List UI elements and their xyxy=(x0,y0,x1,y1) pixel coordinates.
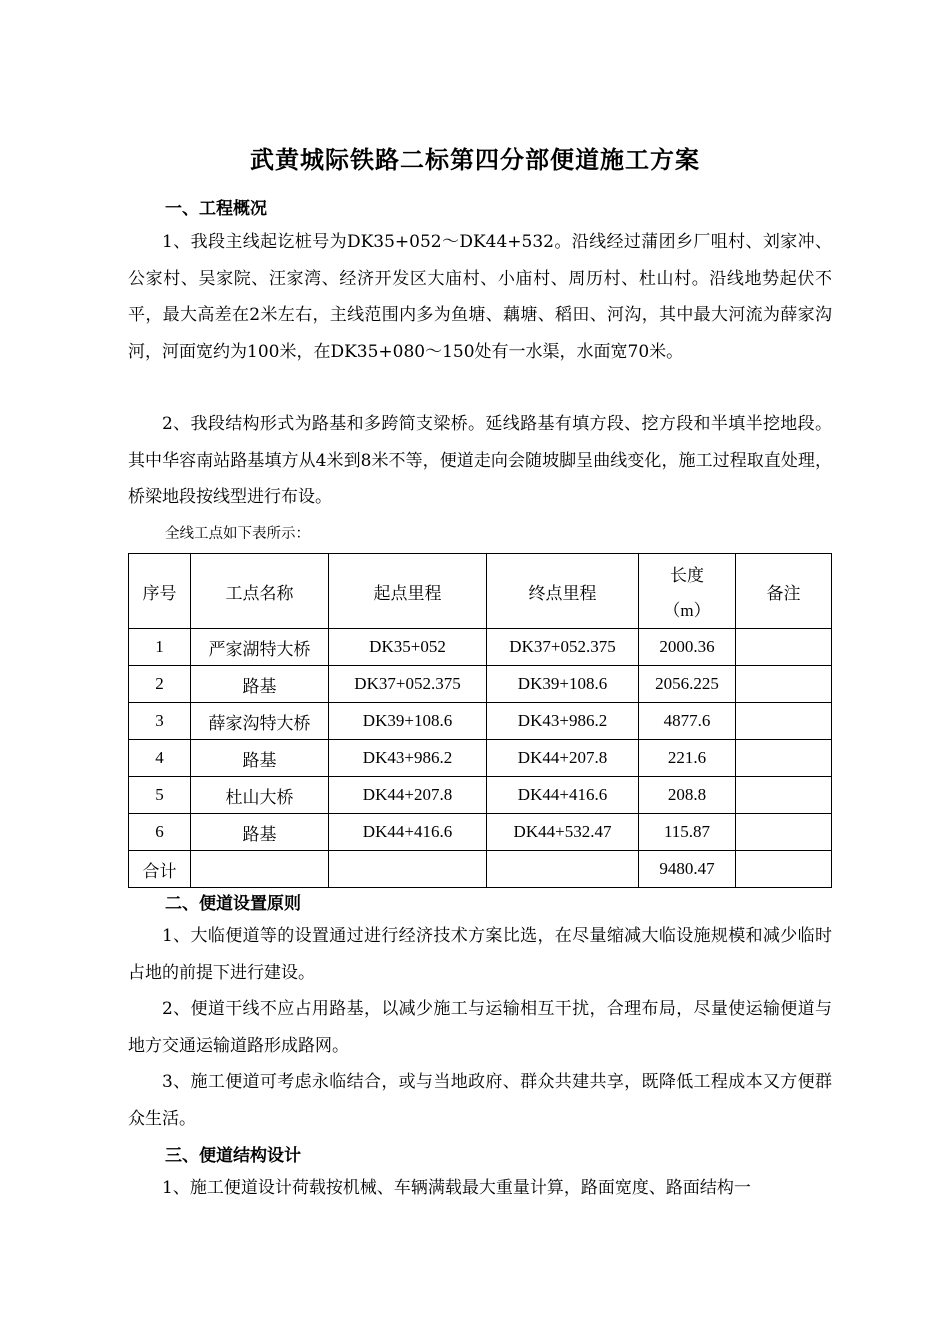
cell-name: 路基 xyxy=(191,666,329,703)
header-end: 终点里程 xyxy=(487,554,639,629)
table-header-row xyxy=(129,554,832,629)
table-row xyxy=(129,629,832,666)
cell-end xyxy=(487,851,639,888)
cell-length: 9480.47 xyxy=(639,851,736,888)
section-heading-principles: 二、便道设置原则 xyxy=(165,894,301,914)
cell-length: 2000.36 xyxy=(639,629,736,666)
table-note: 全线工点如下表所示： xyxy=(165,526,310,542)
cell-seq: 6 xyxy=(129,814,191,851)
table-total-row xyxy=(129,851,832,888)
cell-seq: 1 xyxy=(129,629,191,666)
cell-remark xyxy=(736,666,832,703)
cell-end: DK39+108.6 xyxy=(487,666,639,703)
cell-start: DK44+416.6 xyxy=(329,814,487,851)
cell-end: DK37+052.375 xyxy=(487,629,639,666)
cell-end: DK44+416.6 xyxy=(487,777,639,814)
paragraph-structure-1: 1、施工便道设计荷载按机械、车辆满载最大重量计算，路面宽度、路面结构一 xyxy=(162,1178,751,1198)
cell-seq: 2 xyxy=(129,666,191,703)
header-seq: 序号 xyxy=(129,554,191,629)
paragraph-principles-1: 1、大临便道等的设置通过进行经济技术方案比选，在尽量缩减大临设施规模和减少临时占地的前提下进行建设。 xyxy=(128,926,832,983)
paragraph-principles-2: 2、便道干线不应占用路基，以减少施工与运输相互干扰，合理布局，尽量使运输便道与地方交通运输道路形成路网。 xyxy=(128,999,832,1056)
cell-length: 208.8 xyxy=(639,777,736,814)
cell-name: 路基 xyxy=(191,740,329,777)
cell-remark xyxy=(736,814,832,851)
paragraph-principles-3: 3、施工便道可考虑永临结合，或与当地政府、群众共建共享，既降低工程成本又方便群众生活。 xyxy=(128,1072,832,1129)
cell-end: DK44+532.47 xyxy=(487,814,639,851)
section-heading-structure: 三、便道结构设计 xyxy=(165,1146,301,1166)
cell-start: DK35+052 xyxy=(329,629,487,666)
header-length-unit: （m） xyxy=(663,601,711,620)
document-title: 武黄城际铁路二标第四分部便道施工方案 xyxy=(250,146,700,174)
cell-start: DK44+207.8 xyxy=(329,777,487,814)
table-row xyxy=(129,740,832,777)
cell-name: 薛家沟特大桥 xyxy=(191,703,329,740)
cell-remark xyxy=(736,851,832,888)
cell-remark xyxy=(736,703,832,740)
header-length-label: 长度 xyxy=(670,566,704,585)
table-row xyxy=(129,777,832,814)
cell-remark xyxy=(736,740,832,777)
cell-length: 4877.6 xyxy=(639,703,736,740)
header-length xyxy=(639,554,736,629)
cell-remark xyxy=(736,629,832,666)
header-remark: 备注 xyxy=(736,554,832,629)
cell-name xyxy=(191,851,329,888)
header-start: 起点里程 xyxy=(329,554,487,629)
cell-start: DK43+986.2 xyxy=(329,740,487,777)
table-row xyxy=(129,703,832,740)
cell-end: DK44+207.8 xyxy=(487,740,639,777)
header-name: 工点名称 xyxy=(191,554,329,629)
work-points-table xyxy=(128,553,832,888)
paragraph-overview-2: 2、我段结构形式为路基和多跨简支梁桥。延线路基有填方段、挖方段和半填半挖地段。其中华容南站路基填方从4米到8米不等，便道走向会随坡脚呈曲线变化，施工过程取直处理，桥梁地段按线型进行布设。 xyxy=(128,414,832,507)
cell-seq: 3 xyxy=(129,703,191,740)
cell-start: DK37+052.375 xyxy=(329,666,487,703)
cell-name: 严家湖特大桥 xyxy=(191,629,329,666)
cell-length: 2056.225 xyxy=(639,666,736,703)
cell-seq: 5 xyxy=(129,777,191,814)
cell-seq: 合计 xyxy=(129,851,191,888)
cell-length: 115.87 xyxy=(639,814,736,851)
cell-start: DK39+108.6 xyxy=(329,703,487,740)
cell-start xyxy=(329,851,487,888)
table-row xyxy=(129,814,832,851)
table-row xyxy=(129,666,832,703)
cell-name: 杜山大桥 xyxy=(191,777,329,814)
cell-length: 221.6 xyxy=(639,740,736,777)
section-heading-overview: 一、工程概况 xyxy=(165,199,267,219)
paragraph-overview-1: 1、我段主线起讫桩号为DK35+052～DK44+532。沿线经过蒲团乡厂咀村、刘家冲、公家村、吴家院、汪家湾、经济开发区大庙村、小庙村、周历村、杜山村。沿线地势起伏不平，最大高差在2米左右，主线范围内多为鱼塘、藕塘、稻田、河沟，其中最大河流为薛家沟河，河面宽约为100米，在DK35+080～150处有一水渠，水面宽70米。 xyxy=(128,232,832,362)
cell-seq: 4 xyxy=(129,740,191,777)
cell-end: DK43+986.2 xyxy=(487,703,639,740)
cell-name: 路基 xyxy=(191,814,329,851)
cell-remark xyxy=(736,777,832,814)
